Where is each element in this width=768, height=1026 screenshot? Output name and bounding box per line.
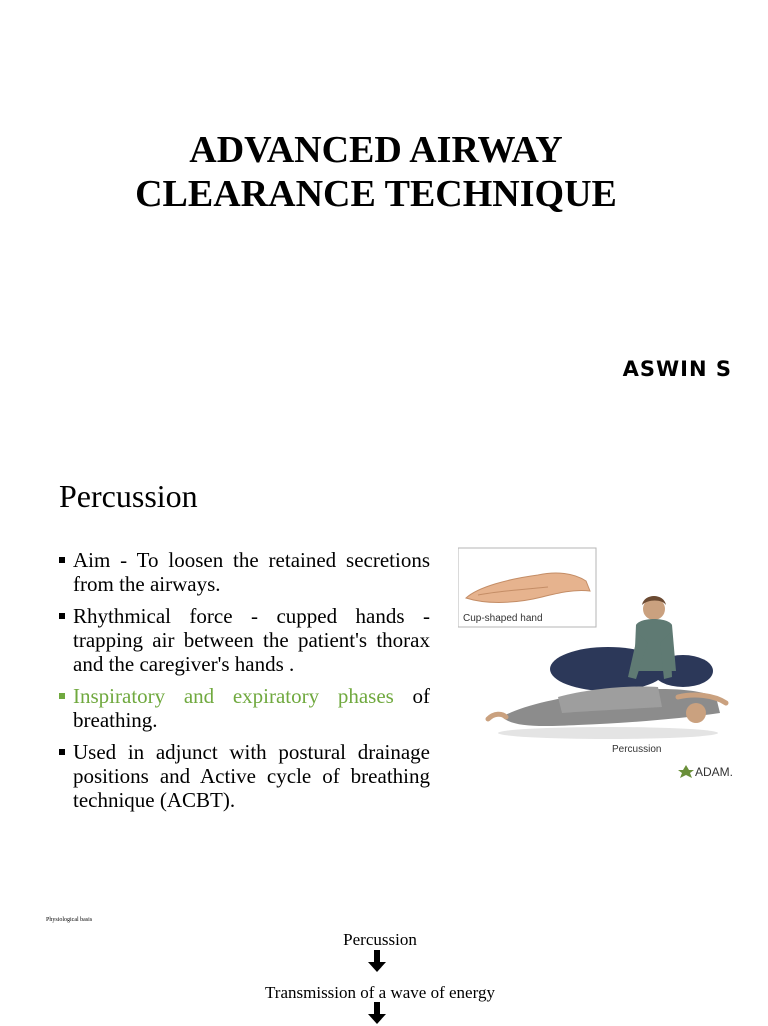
- slide-heading: Percussion: [59, 478, 198, 514]
- figure-credit: ADAM.: [695, 765, 734, 779]
- bullet-item: [59, 548, 430, 596]
- bullet-text: Aim - To loosen the retained secretions from the airways.: [73, 548, 430, 596]
- author-name: ASWIN S: [622, 357, 732, 381]
- square-bullet-icon: [59, 557, 65, 563]
- flow-step: Percussion: [343, 930, 417, 949]
- bullet-item: [59, 604, 430, 676]
- square-bullet-icon: [59, 613, 65, 619]
- bullet-text: Used in adjunct with postural drainage positions and Active cycle of breathing technique (ACBT).: [73, 740, 430, 812]
- bullet-item: [59, 740, 430, 812]
- figure-caption: Percussion: [612, 744, 662, 755]
- adam-logo-icon: [678, 765, 694, 778]
- slide-title: [0, 128, 752, 216]
- square-bullet-icon: [59, 749, 65, 755]
- square-bullet-icon: [59, 693, 65, 699]
- down-arrow-icon: [368, 950, 386, 974]
- percussion-slide: [0, 450, 768, 890]
- floor-shadow: [498, 727, 718, 739]
- title-line-2: CLEARANCE TECHNIQUE: [135, 173, 617, 215]
- inset-label: Cup-shaped hand: [463, 613, 543, 624]
- title-slide: [0, 0, 768, 440]
- bullet-text: of breathing.: [73, 684, 430, 732]
- bullet-list: [59, 548, 430, 820]
- flow-step: Transmission of a wave of energy: [265, 983, 495, 1002]
- patient-head: [686, 703, 706, 723]
- down-arrow-icon: [368, 1002, 386, 1026]
- title-line-1: ADVANCED AIRWAY: [189, 129, 563, 171]
- percussion-illustration: [458, 547, 743, 787]
- physiological-basis-slide: [0, 890, 768, 1024]
- bullet-item: [59, 684, 430, 732]
- bullet-highlight-text: Inspiratory and expiratory phases: [73, 684, 394, 708]
- slide-caption: Physiological basis: [46, 917, 93, 923]
- bullet-text: Rhythmical force - cupped hands - trapping air between the patient's thorax and the caregiver's hands .: [73, 604, 430, 676]
